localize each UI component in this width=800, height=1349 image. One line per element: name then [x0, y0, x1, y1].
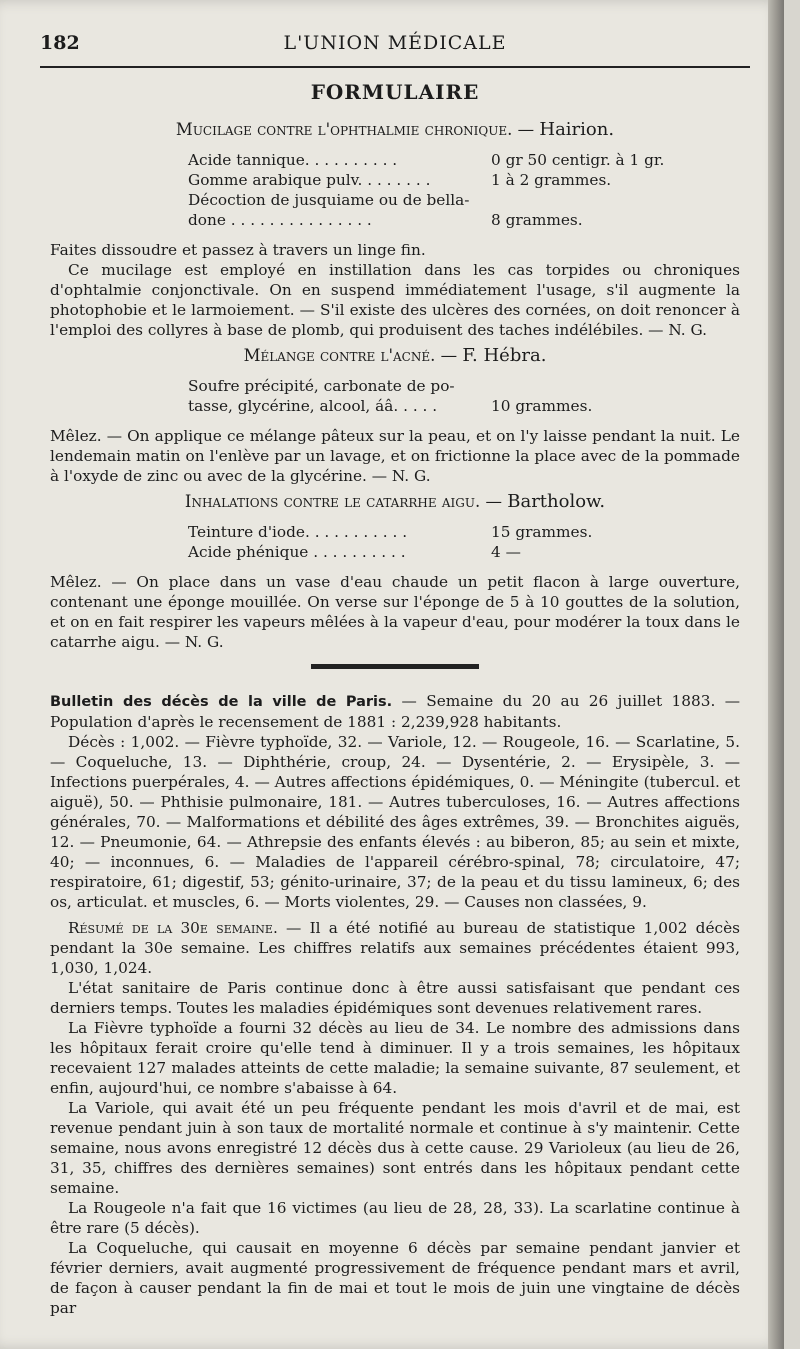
recipe-author: Hairion. [539, 119, 615, 140]
recipe-author: F. Hébra. [462, 345, 547, 366]
bulletin-heading: Bulletin des décès de la ville de Paris. [50, 694, 393, 710]
resume-paragraph [50, 918, 740, 978]
ingredient-row [50, 170, 740, 190]
recipe [50, 120, 740, 340]
ingredient-row [50, 190, 740, 210]
ingredient-name: done . . . . . . . . . . . . . . . [188, 211, 372, 229]
ingredient-qty: 0 gr 50 centigr. à 1 gr. [491, 151, 665, 169]
ingredient-qty [473, 376, 740, 396]
recipe-text: Ce mucilage est employé en instillation dans les cas torpides ou chroniques d'ophtalmie conjonctivale. On en suspend immédiatement l'usage, s'il augmente la photophobie et le larmoiement. — S'il existe des ulcères des cornées, on doit renoncer à l'emploi des collyres à base de plomb, qui produisent des taches indélébiles. — N. G. [50, 261, 740, 339]
ingredient-row [50, 150, 740, 170]
recipe-title-text: Mélange contre l'acné. — [243, 346, 458, 365]
recipe-text: Mêlez. — On place dans un vase d'eau chaude un petit flacon à large ouverture, contenant une éponge mouillée. On verse sur l'éponge de 5 à 10 gouttes de la solution, et on en fait respirer les vapeurs mêlées à la vapeur d'eau, pour modérer la toux dans le catarrhe aigu. — N. G. [50, 573, 740, 651]
ingredient-qty: 10 grammes. [491, 397, 593, 415]
bulletin-heading-rest: — Semaine du 20 au 26 juillet 1883. — Population d'après le recensement de 1881 : 2,239,928 habitants. [50, 692, 740, 731]
running-title: L'UNION MÉDICALE [283, 32, 507, 54]
bulletin [50, 691, 740, 1318]
ingredient-row [50, 542, 740, 562]
ingredient-row [50, 376, 740, 396]
recipe-text: Faites dissoudre et passez à travers un linge fin. [50, 241, 426, 259]
section-title: FORMULAIRE [310, 80, 480, 104]
ingredient-list [50, 522, 740, 562]
recipe-title-text: Mucilage contre l'ophthalmie chronique. — [175, 120, 535, 139]
recipe [50, 492, 740, 652]
page-number: 182 [40, 32, 80, 54]
ingredient-name: Décoction de jusquiame ou de bella- [188, 191, 470, 209]
resume-label: Résumé de la 30e semaine. [68, 919, 278, 937]
bulletin-paragraph: La Variole, qui avait été un peu fréquente pendant les mois d'avril et de mai, est revenue pendant juin à son taux de mortalité normale et continue à s'y maintenir. Cette semaine, nous avons enregistré 12 décès dus à cette cause. 29 Varioleux (au lieu de 26, 31, 35, chiffres des dernières semaines) sont entrés dans les hôpitaux pendant cette semaine. [50, 1099, 740, 1197]
page-edge [768, 0, 784, 1349]
ingredient-row [50, 210, 740, 230]
ingredient-list [50, 376, 740, 416]
ingredient-row [50, 522, 740, 542]
ingredient-qty: 8 grammes. [491, 211, 583, 229]
ingredient-row [50, 396, 740, 416]
bulletin-intro [50, 691, 740, 732]
bulletin-paragraph: La Fièvre typhoïde a fourni 32 décès au lieu de 34. Le nombre des admissions dans les hôpitaux ferait croire qu'elle tend à diminuer. Il y a trois semaines, les hôpitaux recevaient 127 malades atteints de cette maladie; la semaine suivante, 87 seulement, et enfin, aujourd'hui, ce nombre s'abaisse à 64. [50, 1019, 740, 1097]
recipe-title [50, 120, 740, 140]
recipe-title-text: Inhalations contre le catarrhe aigu. — [184, 492, 502, 511]
ingredient-qty [473, 190, 740, 210]
page-content [50, 82, 740, 1318]
ingredient-name: tasse, glycérine, alcool, áâ. . . . . [188, 397, 438, 415]
recipe-author: Bartholow. [507, 491, 606, 512]
deces-list: Décès : 1,002. — Fièvre typhoïde, 32. — Variole, 12. — Rougeole, 16. — Scarlatine, 5. — Coqueluche, 13. — Diphthérie, croup, 24. — Dysentérie, 2. — Erysipèle, 3. — Infections puerpérales, 4. — Autres affections épidémiques, 0. — Méningite (tubercul. et aiguë), 50. — Phthisie pulmonaire, 181. — Autres tuberculoses, 16. — Autres affections générales, 70. — Malformations et débilité des âges extrêmes, 39. — Bronchites aiguës, 12. — Pneumonie, 64. — Athrepsie des enfants élevés : au biberon, 85; au sein et mixte, 40; — inconnues, 6. — Maladies de l'appareil cérébro-spinal, 78; circulatoire, 47; respiratoire, 61; digestif, 53; génito-urinaire, 37; de la peau et du tissu lamineux, 6; des os, articulat. et muscles, 6. — Morts violentes, 29. — Causes non classées, 9. [50, 733, 740, 911]
ingredient-name: Soufre précipité, carbonate de po- [188, 377, 455, 395]
ingredient-qty: 1 à 2 grammes. [491, 171, 612, 189]
ingredient-qty: 4 — [491, 543, 521, 561]
recipe-text: Mêlez. — On applique ce mélange pâteux sur la peau, et on l'y laisse pendant la nuit. Le lendemain matin on l'enlève par un lavage, et on frictionne la place avec de la pommade à l'oxyde de zinc ou avec de la glycérine. — N. G. [50, 427, 740, 485]
resume-text: — Il a été notifié au bureau de statistique 1,002 décès pendant la 30e semaine. Les chiffres relatifs aux semaines précédentes étaient 993, 1,030, 1,024. [50, 919, 740, 977]
ingredient-list [50, 150, 740, 230]
recipe [50, 346, 740, 486]
bulletin-paragraph: La Rougeole n'a fait que 16 victimes (au lieu de 28, 28, 33). La scarlatine continue à être rare (5 décès). [50, 1199, 740, 1237]
bulletin-paragraph: La Coqueluche, qui causait en moyenne 6 décès par semaine pendant janvier et février derniers, avait augmenté progressivement de fréquence pendant mars et avril, de façon à causer pendant la fin de mai et tout le mois de juin une vingtaine de décès par [50, 1239, 740, 1317]
recipe-title [50, 346, 740, 366]
header-rule [40, 66, 750, 68]
ingredient-name: Acide phénique . . . . . . . . . . [188, 543, 406, 561]
ingredient-name: Teinture d'iode. . . . . . . . . . . [188, 523, 408, 541]
bulletin-paragraph: L'état sanitaire de Paris continue donc à être aussi satisfaisant que pendant ces derniers temps. Toutes les maladies épidémiques sont devenues relativement rares. [50, 979, 740, 1017]
page-header [40, 32, 750, 62]
ingredient-qty: 15 grammes. [491, 523, 593, 541]
ingredient-name: Acide tannique. . . . . . . . . . [188, 151, 398, 169]
recipe-title [50, 492, 740, 512]
section-divider [311, 664, 479, 669]
ingredient-name: Gomme arabique pulv. . . . . . . . [188, 171, 431, 189]
